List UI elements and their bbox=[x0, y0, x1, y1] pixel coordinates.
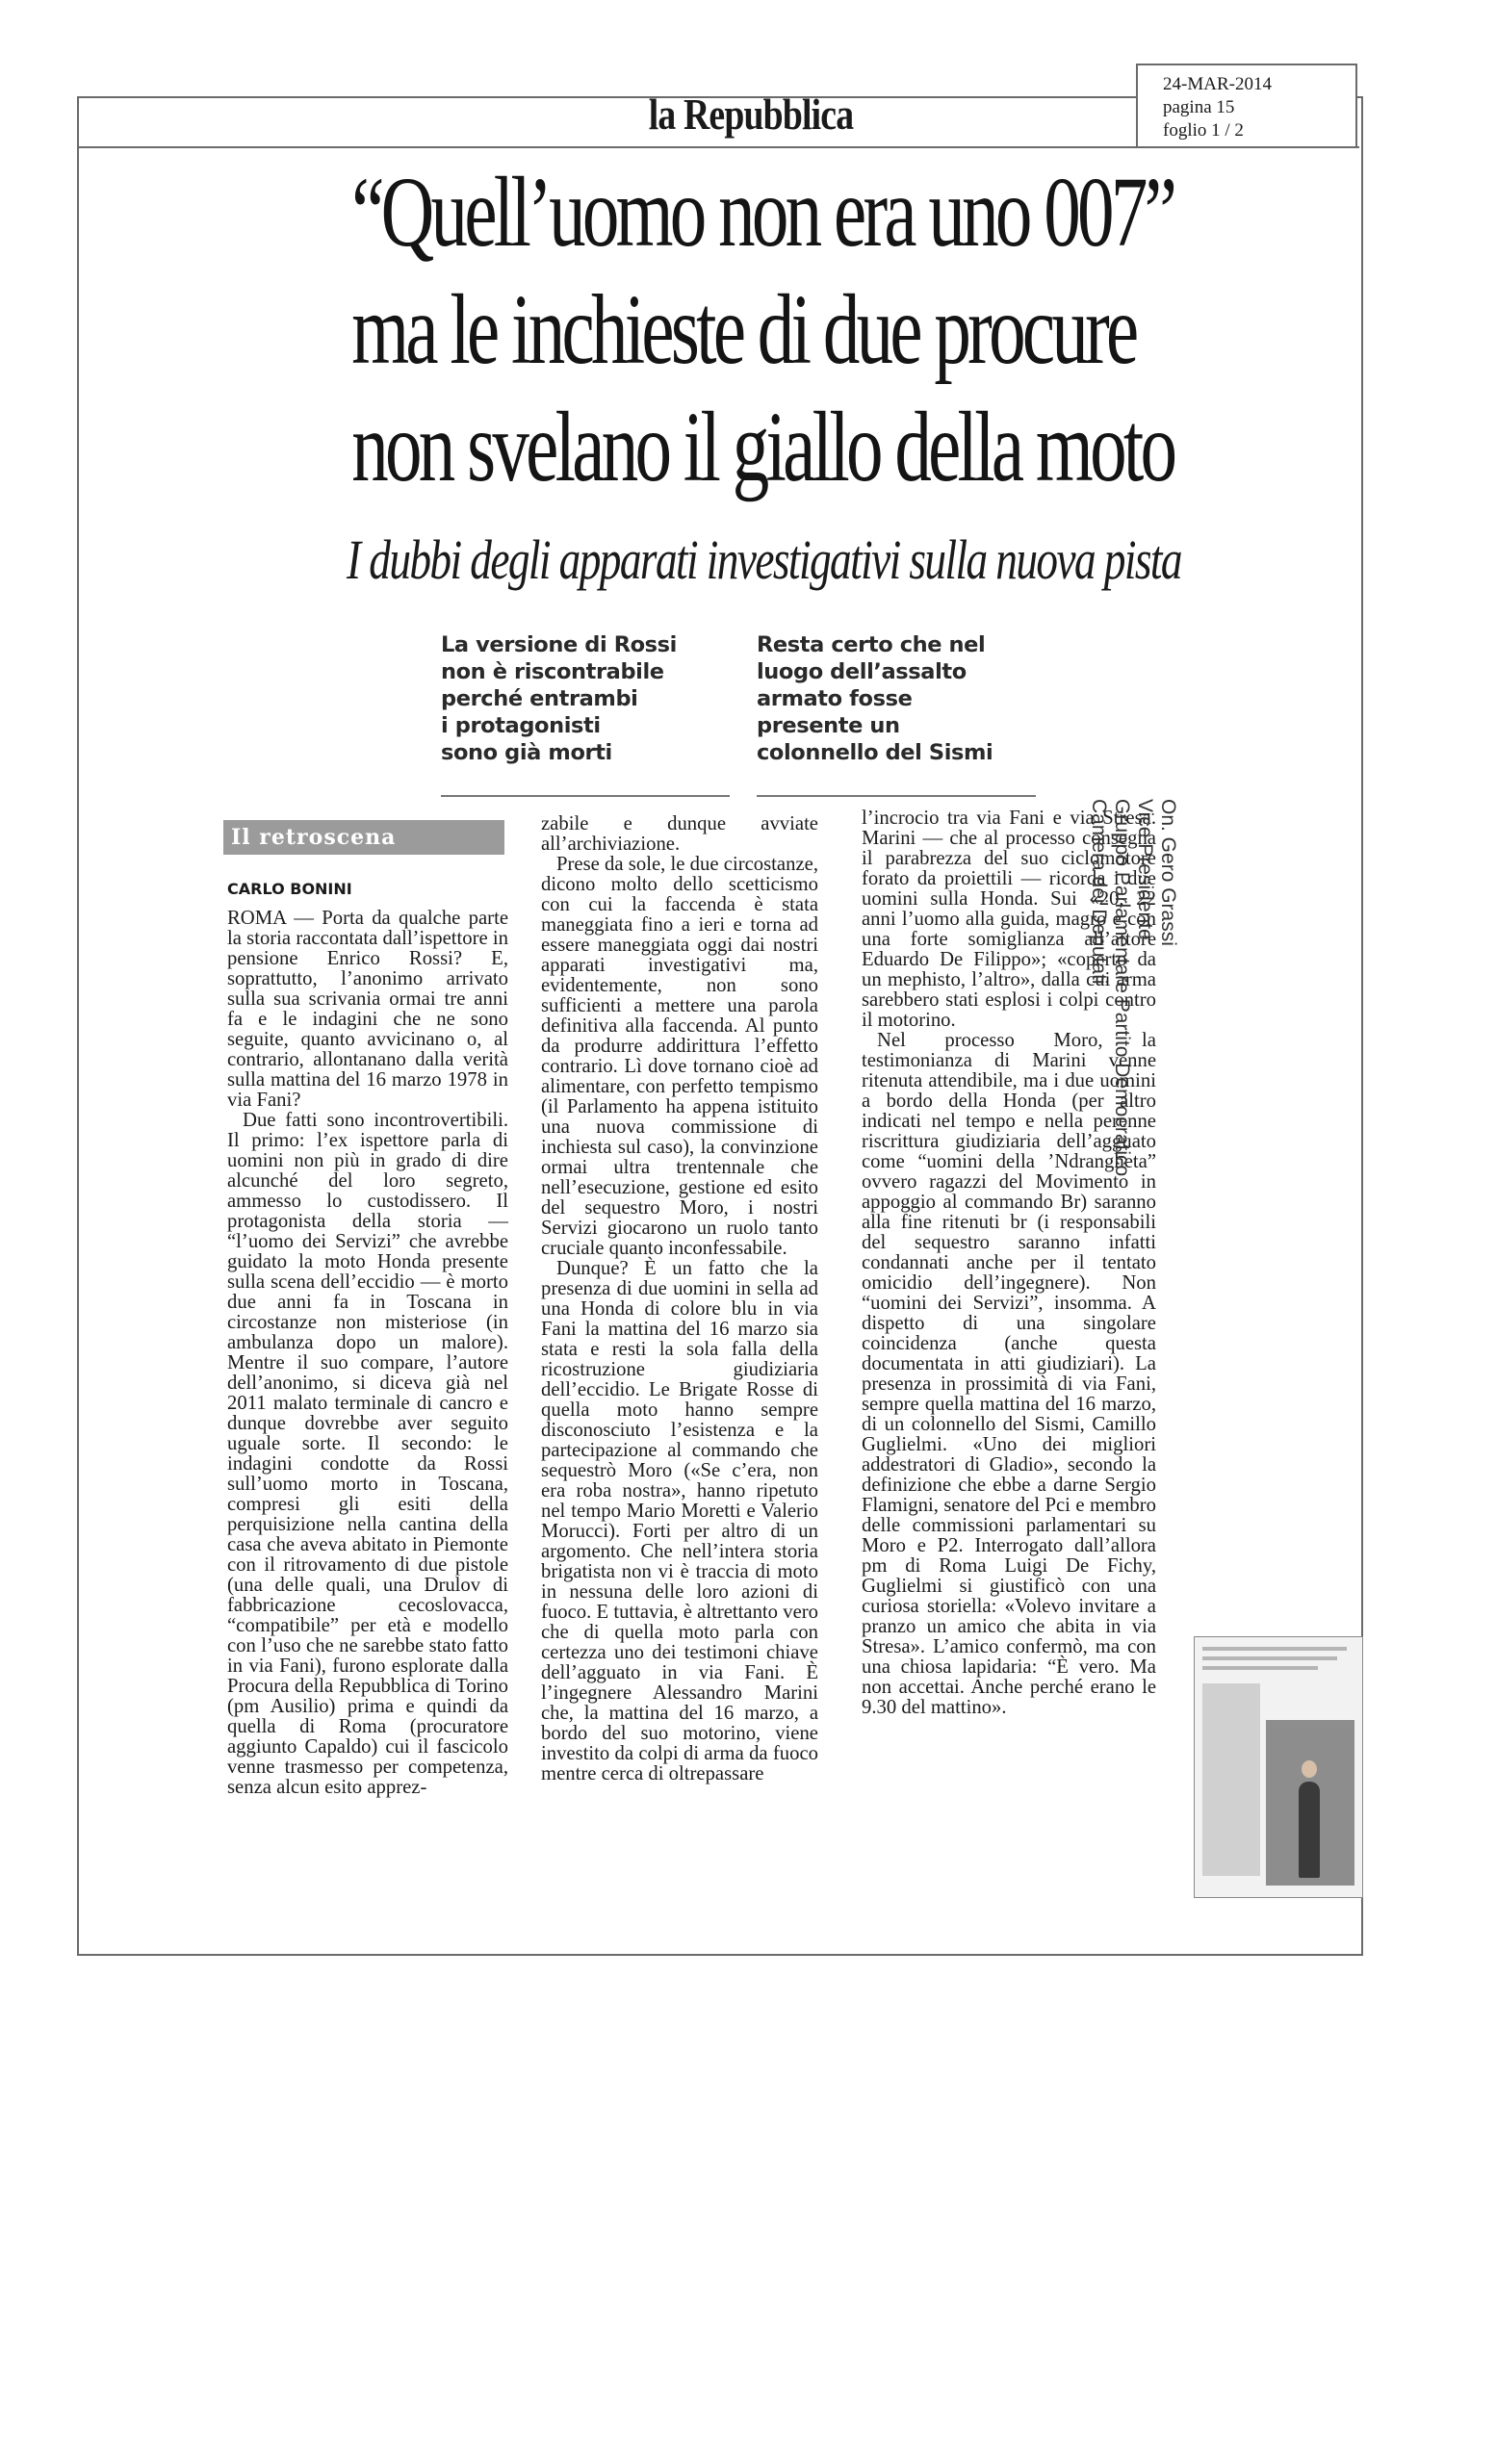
pullquote-line: armato fosse bbox=[757, 686, 913, 711]
paragraph: zabile e dunque avviate all’archiviazione. bbox=[541, 813, 818, 855]
stamp-line: Vice Presidente bbox=[1134, 799, 1156, 940]
thumbnail-text-line bbox=[1202, 1666, 1318, 1670]
paragraph: Prese da sole, le due circostanze, dicono molto dello scetticismo con cui la faccenda è stata maneggiata fino a ieri e torna ad essere maneggiata oggi dai nostri apparati investigativi ma, evidentemente, non sono sufficienti a mettere una parola definitiva alla faccenda. Al punto da produrre addirittura l’effetto contrario. Lì dove tornano cioè ad alimentare, con perfetto tempismo (il Parlamento ha appena istituito una nuova commissione di inchiesta sul caso), la convinzione ormai ultra trentennale che nell’esecuzione, gestione ed esito del sequestro Moro, i nostri Servizi giocarono un ruolo tanto cruciale quanto inconfessabile. bbox=[541, 854, 818, 1259]
stamp-line: Gruppo Parlamentare Partito Democratico bbox=[1111, 799, 1133, 1177]
person-figure-shape bbox=[1299, 1782, 1320, 1878]
article-thumbnail-image bbox=[1194, 1636, 1363, 1898]
headline-line-2: ma le inchieste di due procure bbox=[351, 274, 1136, 385]
pullquote-rule bbox=[757, 795, 1036, 797]
pullquote-rule bbox=[441, 795, 730, 797]
section-label: Il retroscena bbox=[223, 820, 504, 855]
article-headline bbox=[351, 154, 1174, 506]
paragraph: ROMA — Porta da qualche parte la storia raccontata dall’ispettore in pensione Enrico Rossi? E, soprattutto, l’anonimo arrivato sulla sua scrivania ormai tre anni fa e le indagini che ne sono seguite, quanto avvicinano o, al contrario, allontanano dalla verità sulla mattina del 16 marzo 1978 in via Fani? bbox=[227, 908, 508, 1111]
clipping-page: pagina 15 bbox=[1163, 97, 1235, 117]
thumbnail-text-line bbox=[1202, 1647, 1347, 1651]
paragraph: l’incrocio tra via Fani e via Stresa. Marini — che al processo consegna il parabrezza del suo ciclomotore forato da proiettili — ricorda i due uomini sulla Honda. Sui «20, 22 anni l’uomo alla guida, magro e con una forte somiglianza all’attore Eduardo De Filippo»; «coperto da un mephisto, l’altro», dalla cui arma sarebbero stati esplosi i colpi contro il motorino. bbox=[862, 808, 1156, 1031]
article-column-1 bbox=[227, 909, 508, 1798]
paragraph: Nel processo Moro, la testimonianza di Marini venne ritenuta attendibile, ma i due uomini a bordo della Honda (per altro indicati nel tempo e nella perenne riscrittura giudiziaria dell’agguato come “uomini della ’Ndrangheta” ovvero ragazzi del Movimento in appoggio al commando Br) saranno alla fine ritenuti br (i responsabili del sequestro saranno infatti condannati anche per il tentato omicidio dell’ingegnere). Non “uomini dei Servizi”, insomma. A dispetto di una singolare coincidenza (anche questa documentata in atti giudiziari). La presenza in prossimità di via Fani, sempre quella mattina del 16 marzo, di un colonnello del Sismi, Camillo Guglielmi. «Uno dei migliori addestratori di Gladio», secondo la definizione che ebbe a darne Sergio Flamigni, senatore del Pci e membro delle commissioni parlamentari su Moro e P2. Interrogato dall’allora pm di Roma Luigi De Fichy, Guglielmi si giustificò con una curiosa storiella: «Volevo invitare a pranzo un amico che abita in via Stresa». L’amico confermò, ma con una chiosa lapidaria: “È vero. Ma non accettai. Anche perché erano le 9.30 del mattino». bbox=[862, 1030, 1156, 1718]
pullquote-line: luogo dell’assalto bbox=[757, 659, 967, 684]
stamp-line: Camera dei Deputati bbox=[1088, 799, 1110, 985]
paragraph: Due fatti sono incontrovertibili. Il primo: l’ex ispettore parla di uomini non più in grado di dire alcunché del loro segreto, ammesso lo custodissero. Il protagonista della storia — “l’uomo dei Servizi” che avrebbe guidato la moto Honda presente sulla scena dell’eccidio — è morto due anni fa in Toscana in circostanze non misteriose (in ambulanza dopo un malore). Mentre il suo compare, l’autore dell’anonimo, si diceva già nel 2011 malato terminale di cancro e dunque dovrebbe aver seguito uguale sorte. Il secondo: le indagini condotte da Rossi sull’uomo morto in Toscana, compresi gli esiti della perquisizione nella cantina della casa che aveva abitato in Piemonte con il ritrovamento di due pistole (una delle quali, una Drulov di fabbricazione cecoslovacca, “compatibile” per età e modello con l’uso che ne sarebbe stato fatto in via Fani), furono esplorate dalla Procura della Repubblica di Torino (pm Ausilio) prima e quindi da quella di Roma (procuratore aggiunto Capaldo) cui il fascicolo venne trasmesso per competenza, senza alcun esito apprez- bbox=[227, 1110, 508, 1798]
pullquote-line: non è riscontrabile bbox=[441, 659, 664, 684]
stamp-line: On. Gero Grassi bbox=[1157, 799, 1179, 946]
article-column-2 bbox=[541, 814, 818, 1784]
clipping-date: 24-MAR-2014 bbox=[1163, 74, 1272, 94]
deputy-stamp bbox=[1087, 799, 1179, 1177]
newspaper-masthead: la Repubblica bbox=[648, 90, 854, 139]
person-head-shape bbox=[1302, 1760, 1317, 1778]
article-subheadline: I dubbi degli apparati investigativi sulla nuova pista bbox=[347, 528, 1181, 591]
pullquote-line: i protagonisti bbox=[441, 713, 601, 738]
headline-line-3: non svelano il giallo della moto bbox=[351, 392, 1174, 502]
pullquote-line: presente un bbox=[757, 713, 900, 738]
paragraph: Dunque? È un fatto che la presenza di due uomini in sella ad una Honda di colore blu in via Fani la mattina del 16 marzo sia stata e resti la sola falla della ricostruzione giudiziaria dell’eccidio. Le Brigate Rosse di quella moto hanno sempre disconosciuto l’esistenza e la partecipazione al commando che sequestrò Moro («Se c’era, non era roba nostra», hanno ripetuto nel tempo Mario Moretti e Valerio Morucci). Forti per altro di un argomento. Che nell’intera storia brigatista non vi è traccia di moto in nessuna delle loro azioni di fuoco. E tuttavia, è altrettanto vero che di quella moto parla con certezza uno dei testimoni chiave dell’agguato in via Fani. È l’ingegnere Alessandro Marini che, la mattina del 16 marzo, a bordo del suo motorino, viene investito da colpi di arma da fuoco mentre cerca di oltrepassare bbox=[541, 1258, 818, 1784]
thumbnail-text-line bbox=[1202, 1656, 1337, 1660]
pullquote-line: Resta certo che nel bbox=[757, 632, 986, 657]
author-byline: CARLO BONINI bbox=[227, 880, 352, 898]
pullquote-right bbox=[757, 631, 1045, 766]
headline-line-1: “Quell’uomo non era uno 007” bbox=[351, 157, 1174, 268]
clipping-info-box bbox=[1136, 64, 1357, 146]
pullquote-line: La versione di Rossi bbox=[441, 632, 677, 657]
pullquote-left bbox=[441, 631, 730, 766]
pullquote-line: colonnello del Sismi bbox=[757, 740, 993, 765]
pullquote-line: sono già morti bbox=[441, 740, 612, 765]
thumbnail-text-block bbox=[1202, 1683, 1260, 1876]
clipping-sheet: foglio 1 / 2 bbox=[1163, 120, 1244, 141]
pullquote-line: perché entrambi bbox=[441, 686, 638, 711]
